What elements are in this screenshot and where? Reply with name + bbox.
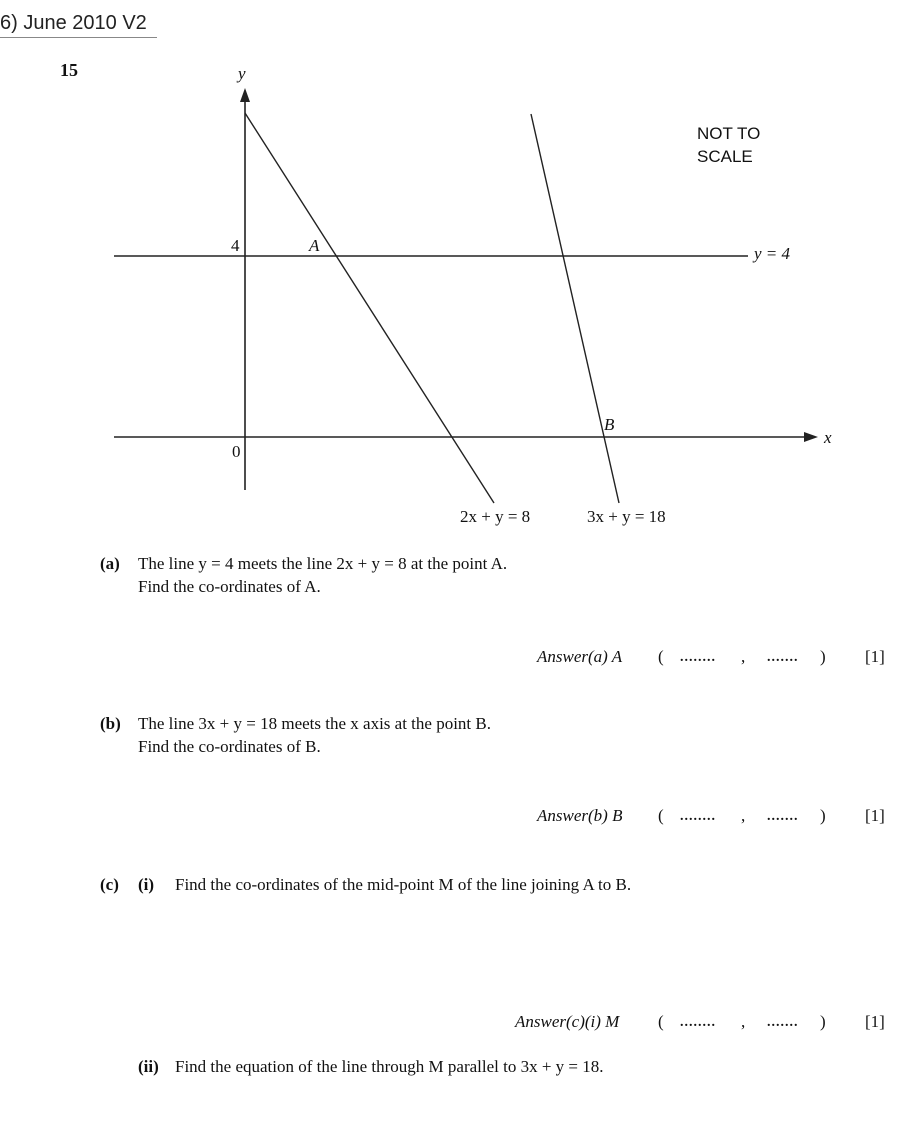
part-b-line2: Find the co-ordinates of B. (138, 737, 321, 756)
answer-a-open: ( (658, 647, 664, 666)
answer-c-i-x-field[interactable]: ........ (680, 1015, 716, 1030)
answer-a-x-field[interactable]: ........ (680, 650, 716, 665)
question-number: 15 (60, 60, 78, 80)
answer-b-prefix: Answer(b) B (537, 806, 623, 825)
coordinate-diagram (0, 0, 908, 540)
not-to-scale-line1: NOT TO (697, 124, 761, 143)
answer-c-i-close: ) (820, 1012, 826, 1031)
answer-b-open: ( (658, 806, 664, 825)
part-c-i-label: (i) (138, 875, 155, 894)
point-b-label: B (604, 415, 615, 434)
part-c-label: (c) (100, 875, 119, 894)
part-a-line2: Find the co-ordinates of A. (138, 577, 321, 596)
part-c-ii-text: Find the equation of the line through M parallel to 3x + y = 18. (175, 1057, 604, 1076)
y-axis-label: y (238, 64, 246, 83)
answer-a-close: ) (820, 647, 826, 666)
part-c-ii-label: (ii) (138, 1057, 159, 1076)
answer-a-comma: , (741, 647, 746, 666)
part-c-i-text: Find the co-ordinates of the mid-point M of the line joining A to B. (175, 875, 632, 894)
answer-c-i-open: ( (658, 1012, 664, 1031)
point-a-label: A (309, 236, 320, 255)
y-tick-label-4: 4 (231, 236, 240, 255)
part-a-label: (a) (100, 554, 120, 573)
part-a-line1: The line y = 4 meets the line 2x + y = 8 at the point A. (138, 554, 508, 573)
part-b-label: (b) (100, 714, 121, 733)
answer-b-x-field[interactable]: ........ (680, 809, 716, 824)
answer-c-i-y-field[interactable]: ....... (767, 1015, 799, 1030)
part-b-line1: The line 3x + y = 18 meets the x axis at the point B. (138, 714, 491, 733)
line-3x-plus-y-equals-18 (531, 114, 619, 503)
x-axis-arrow (804, 432, 818, 442)
line-y4-label: y = 4 (754, 244, 791, 263)
answer-b-y-field[interactable]: ....... (767, 809, 799, 824)
x-axis-label: x (824, 428, 832, 447)
not-to-scale-line2: SCALE (697, 147, 753, 166)
answer-a-prefix: Answer(a) A (537, 647, 623, 666)
line-2x-plus-y-equals-8 (245, 113, 494, 503)
part-c-i-marks: [1] (865, 1012, 885, 1031)
answer-c-i-prefix: Answer(c)(i) M (515, 1012, 620, 1031)
origin-label: 0 (232, 442, 241, 461)
y-axis-arrow (240, 88, 250, 102)
line-2x-y-8-label: 2x + y = 8 (460, 507, 531, 526)
answer-b-close: ) (820, 806, 826, 825)
page-header: 6) June 2010 V2 (0, 12, 157, 38)
answer-c-i-comma: , (741, 1012, 746, 1031)
line-3x-y-18-label: 3x + y = 18 (587, 507, 666, 526)
answer-a-y-field[interactable]: ....... (767, 650, 799, 665)
part-b-marks: [1] (865, 806, 885, 825)
part-a-marks: [1] (865, 647, 885, 666)
answer-b-comma: , (741, 806, 746, 825)
